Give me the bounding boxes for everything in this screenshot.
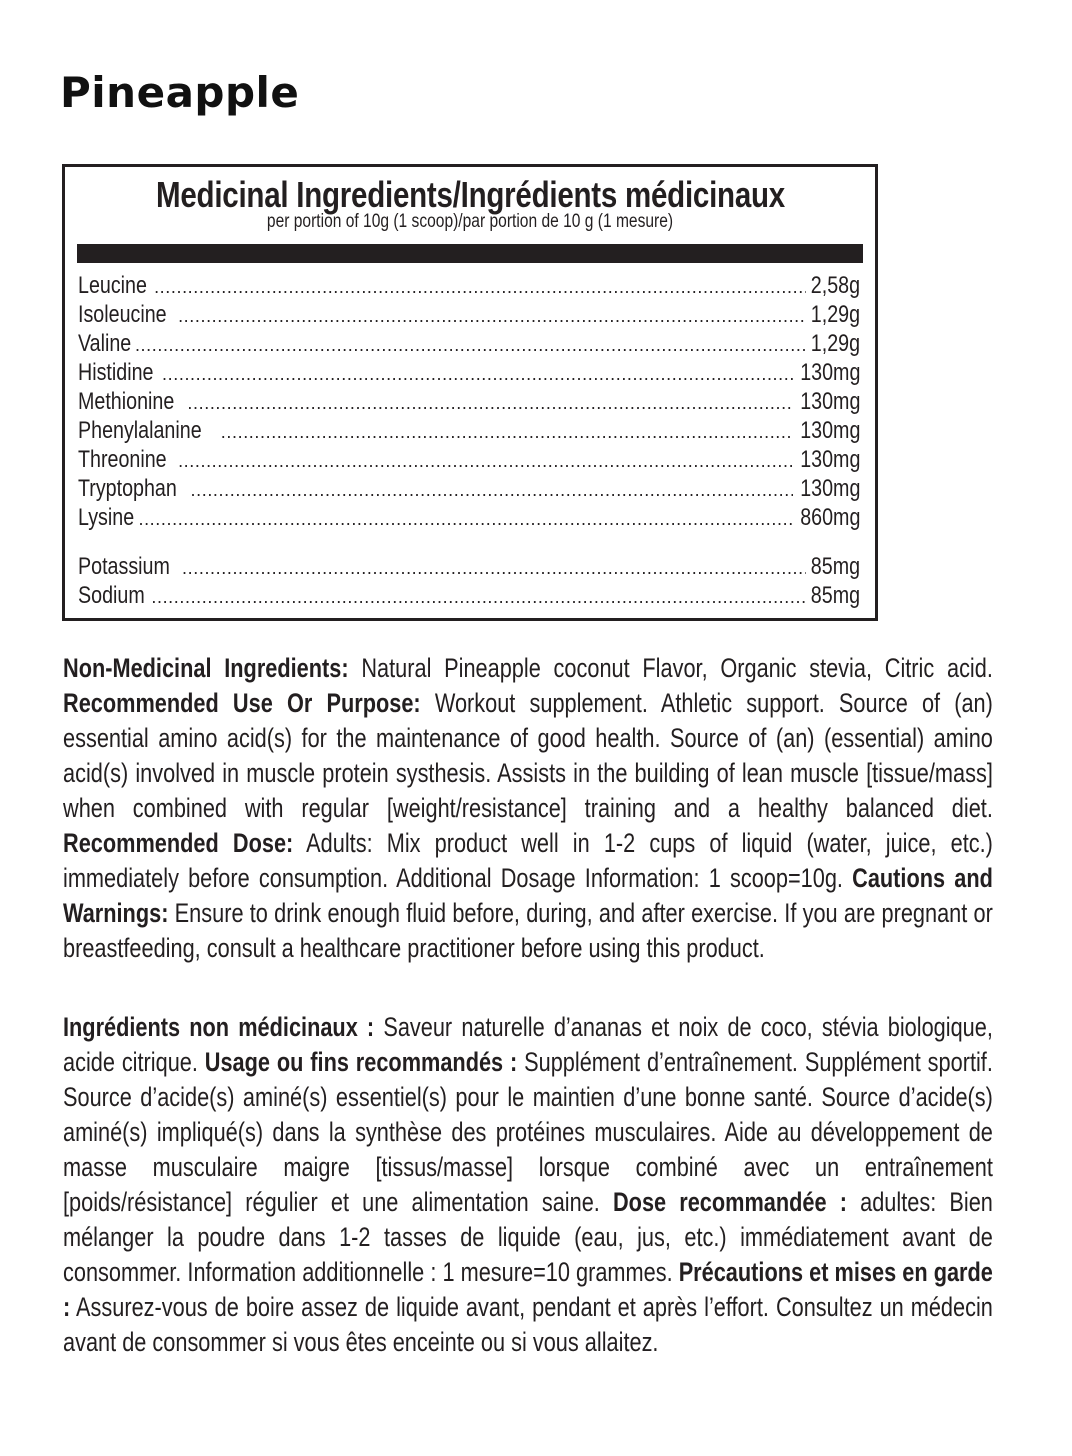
ingredient-amount: 130mg xyxy=(799,417,860,444)
ingredient-amount: 1,29g xyxy=(810,301,860,328)
non-medicinal-text-fr: Saveur naturelle d’ananas et noix de coco, stévia biologique, acide citrique. xyxy=(63,1012,993,1077)
ingredient-name: Tryptophan xyxy=(78,475,177,502)
ingredient-name: Isoleucine xyxy=(78,301,167,328)
dot-leader xyxy=(178,447,793,474)
panel-subheading: per portion of 10g (1 scoop)/par portion de 10 g (1 mesure) xyxy=(266,211,674,232)
dot-leader xyxy=(178,302,806,329)
cautions-text-fr: Assurez-vous de boire assez de liquide avant, pendant et après l’effort. Consultez un médecin avant de consommer si vous êtes enceinte ou si vous allaitez. xyxy=(63,1292,993,1357)
ingredient-list xyxy=(78,271,860,610)
ingredient-amount: 130mg xyxy=(799,446,860,473)
ingredient-name: Lysine xyxy=(78,504,135,531)
ingredient-amount: 860mg xyxy=(799,504,860,531)
ingredient-name: Sodium xyxy=(78,582,145,609)
ingredient-amount: 2,58g xyxy=(810,272,860,299)
dot-leader xyxy=(135,331,806,358)
ingredient-amount: 1,29g xyxy=(810,330,860,357)
recommended-use-text: Workout supplement. Athletic support. Source of (an) essential amino acid(s) for the maintenance of good health. Source of (an) (essential) amino acid(s) involved in muscle protein systhesis. Assists in the building of lean muscle [tissue/mass] when combined with regular [weight/resistance] training and a healthy balanced diet. xyxy=(63,688,993,823)
ingredient-row xyxy=(78,474,860,503)
recommended-dose-text-fr: adultes: Bien mélanger la poudre dans 1-2 tasses de liquide (eau, jus, etc.) immédiatement avant de consommer. Information additionnelle : 1 mesure=10 grammes. xyxy=(63,1187,993,1287)
ingredient-row xyxy=(78,271,860,300)
dot-leader xyxy=(187,389,792,416)
recommended-dose-text: Adults: Mix product well in 1-2 cups of liquid (water, juice, etc.) immediately before consumption. Additional Dosage Information: 1 scoop=10g. xyxy=(63,828,993,893)
dot-leader xyxy=(221,418,793,445)
ingredient-name: Histidine xyxy=(78,359,154,386)
ingredient-amount: 85mg xyxy=(810,582,860,609)
ingredient-name: Threonine xyxy=(78,446,167,473)
ingredient-row xyxy=(78,445,860,474)
panel-header xyxy=(65,175,875,232)
ingredient-row xyxy=(78,503,860,532)
recommended-use-label: Recommended Use Or Purpose: xyxy=(63,688,421,718)
ingredient-row xyxy=(78,416,860,445)
non-medicinal-label: Non-Medicinal Ingredients: xyxy=(63,653,349,683)
ingredient-amount: 85mg xyxy=(810,553,860,580)
cautions-label-fr: Précautions et mises en garde : xyxy=(63,1257,993,1322)
english-label-text xyxy=(63,651,993,966)
ingredient-name: Phenylalanine xyxy=(78,417,202,444)
ingredient-amount: 130mg xyxy=(799,388,860,415)
recommended-use-text-fr: Supplément d’entraînement. Supplément sportif. Source d’acide(s) aminé(s) essentiel(s) pour le maintien d’une bonne santé. Source d’acide(s) aminé(s) impliqué(s) dans la synthèse des protéines musculaires. Aide au développement de masse musculaire maigre [tissus/masse] lorsque combiné avec un entraînement [poids/résistance] régulier et une alimentation saine. xyxy=(63,1047,993,1217)
ingredient-row xyxy=(78,329,860,358)
ingredient-row xyxy=(78,358,860,387)
electrolyte-row xyxy=(78,581,860,610)
ingredient-amount: 130mg xyxy=(799,359,860,386)
ingredient-name: Leucine xyxy=(78,272,147,299)
product-flavor-title: Pineapple xyxy=(60,68,300,117)
french-label-text xyxy=(63,1010,993,1360)
dot-leader xyxy=(191,476,793,503)
dot-leader xyxy=(162,360,793,387)
non-medicinal-text: Natural Pineapple coconut Flavor, Organic stevia, Citric acid. xyxy=(348,653,993,683)
medicinal-ingredients-panel xyxy=(62,164,878,621)
ingredient-amount: 130mg xyxy=(799,475,860,502)
dot-leader xyxy=(182,554,806,581)
dot-leader xyxy=(151,583,806,610)
dot-leader xyxy=(138,505,792,532)
ingredient-name: Methionine xyxy=(78,388,175,415)
dot-leader xyxy=(154,273,806,300)
non-medicinal-label-fr: Ingrédients non médicinaux : xyxy=(63,1012,375,1042)
cautions-text: Ensure to drink enough fluid before, during, and after exercise. If you are pregnant or breastfeeding, consult a healthcare practitioner before using this product. xyxy=(63,898,993,963)
cautions-label: Cautions and Warnings: xyxy=(63,863,993,928)
recommended-use-label-fr: Usage ou fins recommandés : xyxy=(204,1047,518,1077)
ingredient-name: Valine xyxy=(78,330,132,357)
ingredient-name: Potassium xyxy=(78,553,170,580)
header-divider-bar xyxy=(77,244,863,263)
electrolyte-row xyxy=(78,552,860,581)
panel-heading: Medicinal Ingredients/Ingrédients médicinaux xyxy=(155,174,785,215)
recommended-dose-label-fr: Dose recommandée : xyxy=(612,1187,847,1217)
recommended-dose-label: Recommended Dose: xyxy=(63,828,294,858)
ingredient-row xyxy=(78,387,860,416)
ingredient-row xyxy=(78,300,860,329)
